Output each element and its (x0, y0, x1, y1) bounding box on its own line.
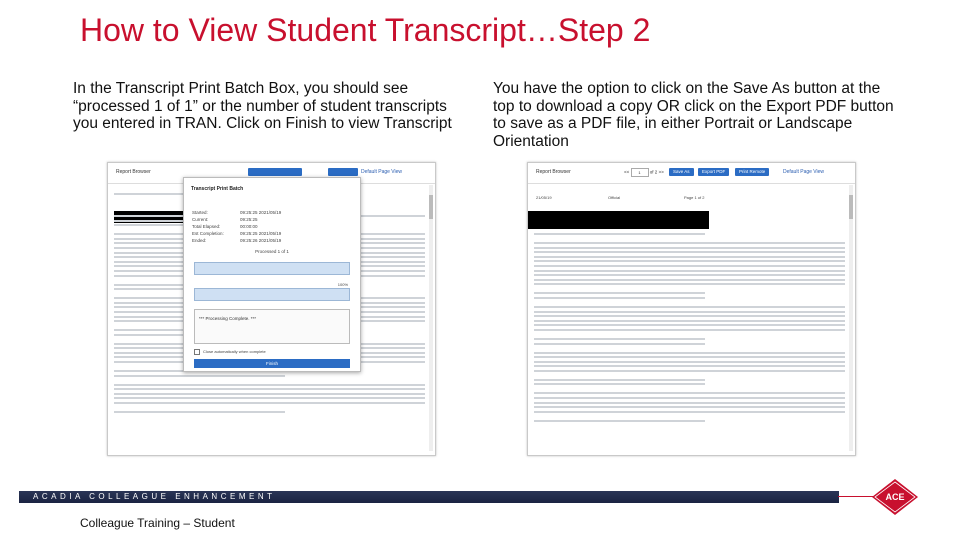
save-as-button[interactable]: Save As (669, 168, 694, 176)
finish-button[interactable]: Finish (194, 359, 350, 368)
scrollbar[interactable] (429, 185, 433, 451)
close-automatically-label: Close automatically when complete (203, 349, 266, 355)
page-prev-icon[interactable]: << (624, 169, 630, 175)
total-elapsed-label: Total Elapsed: (192, 224, 221, 229)
page-count-label: of 2 (649, 169, 658, 175)
default-page-view-link[interactable]: Default Page View (361, 169, 403, 175)
checkbox-icon[interactable] (194, 349, 200, 355)
page-indicator: Page 1 of 2 (684, 195, 705, 200)
footer-caption: Colleague Training – Student (80, 516, 235, 530)
report-browser-screenshot-right (527, 162, 856, 456)
started-label: Started: (192, 210, 208, 215)
print-remote-button[interactable]: Print Remote (735, 168, 769, 176)
report-browser-title: Report Browser (116, 169, 151, 175)
report-browser-header (528, 163, 855, 184)
export-pdf-button[interactable]: Export PDF (698, 168, 729, 176)
report-date: 21/05/19 (536, 195, 552, 200)
left-instruction-text: In the Transcript Print Batch Box, you should see “processed 1 of 1” or the number of student transcripts you entered in TRAN. Click on Finish to view Transcript (73, 80, 452, 132)
slide-title: How to View Student Transcript…Step 2 (80, 12, 651, 48)
ace-logo-text: ACE (885, 492, 905, 502)
right-instruction-text: You have the option to click on the Save As button at the top to download a copy OR click on the Export PDF button to save as a PDF file, in either Portrait or Landscape Orientation (493, 80, 894, 150)
dialog-title: Transcript Print Batch (191, 186, 244, 192)
est-completion-label: Est Completion: (192, 231, 224, 236)
footer-bar (19, 491, 839, 503)
scrollbar[interactable] (849, 185, 853, 451)
page-navigator[interactable] (624, 168, 664, 176)
progress-percent: 100% (337, 282, 348, 287)
total-elapsed-value: 00:00:00 (240, 224, 258, 229)
footer-brand-text: ACADIA COLLEAGUE ENHANCEMENT (33, 492, 276, 501)
official-label: Official (608, 195, 621, 200)
hidden-button[interactable] (274, 168, 302, 176)
est-completion-value: 09:25:25 2021/05/19 (240, 231, 282, 236)
progress-bar-top (194, 262, 350, 275)
hidden-button[interactable] (328, 168, 358, 176)
ended-value: 09:25:26 2021/05/19 (240, 238, 282, 243)
close-automatically-checkbox[interactable] (194, 349, 266, 355)
processing-log (194, 309, 350, 344)
page-number-input[interactable]: 1 (631, 168, 649, 177)
started-value: 09:25:25 2021/05/19 (240, 210, 282, 215)
current-value: 09:25:25 (240, 217, 258, 222)
ended-label: Ended: (192, 238, 207, 243)
processing-log-text: *** Processing Complete. *** (199, 316, 257, 321)
transcript-body-lines (534, 233, 845, 424)
default-page-view-link[interactable]: Default Page View (783, 169, 825, 175)
hidden-button[interactable] (248, 168, 276, 176)
current-label: Current: (192, 217, 209, 222)
report-browser-title: Report Browser (536, 169, 571, 175)
progress-bar-bottom (194, 288, 350, 301)
page-next-icon[interactable]: >> (658, 169, 664, 175)
redacted-block (528, 211, 709, 229)
transcript-print-batch-dialog (183, 177, 361, 372)
processed-count: Processed 1 of 1 (255, 249, 289, 254)
ace-logo (872, 479, 918, 515)
